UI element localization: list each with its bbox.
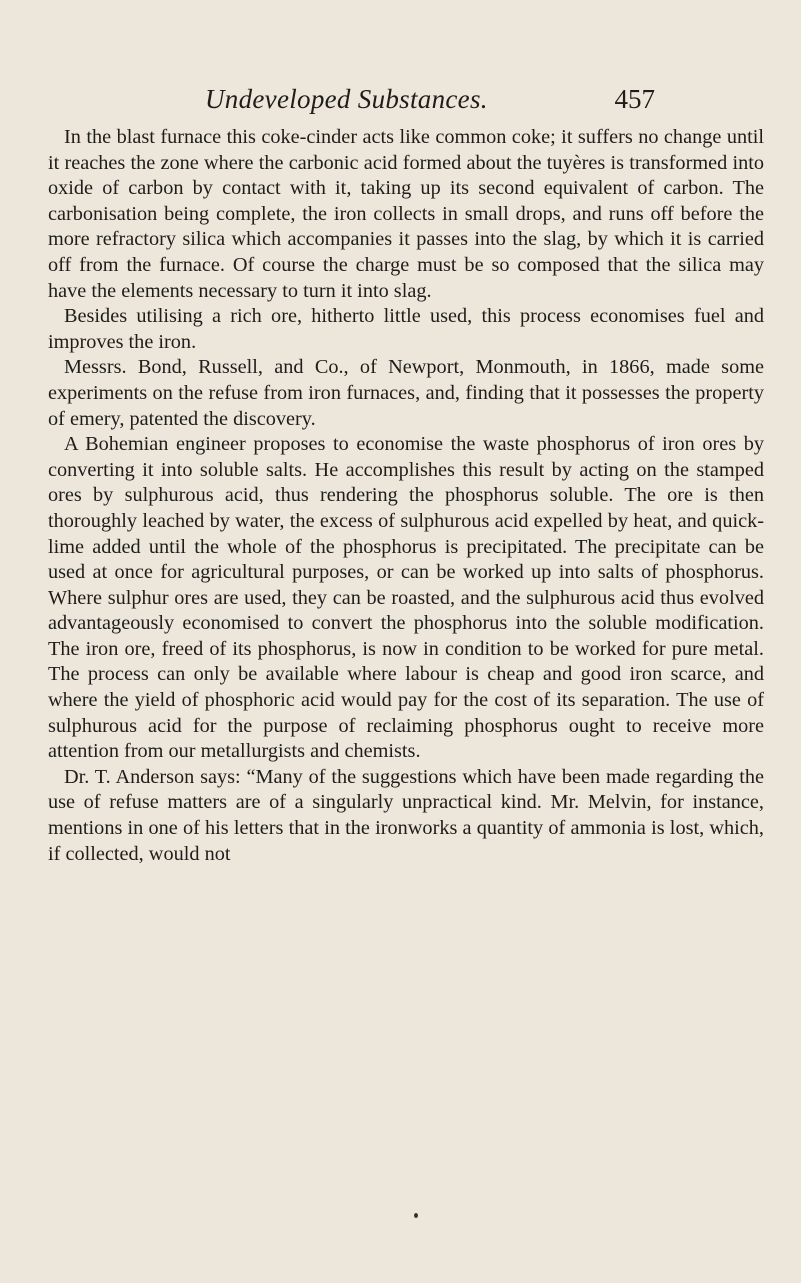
paragraph-blast-furnace: In the blast furnace this coke-cinder acts like common coke; it suffers no change until it reaches the zone where the carbonic acid formed about the tuyères is transformed into oxide of carbon by contact with it, taking up its second equivalent of carbon. The carbonisation being complete, the iron collects in small drops, and runs off before the more refractory silica which accompanies it passes into the slag, by which it is carried off from the furnace. Of course the charge must be so composed that the silica may have the elements necessary to turn it into slag. <box>48 126 764 302</box>
paragraph-rich-ore: Besides utilising a rich ore, hitherto little used, this process economises fuel and improves the iron. <box>48 305 764 353</box>
paragraph-anderson-quote: Dr. T. Anderson says: “Many of the suggestions which have been made regarding the use of refuse matters are of a singularly unpractical kind. Mr. Melvin, for instance, mentions in one of his letters that in the ironworks a quantity of ammonia is lost, which, if collected, would not <box>48 765 764 865</box>
footer-mark <box>414 1213 418 1218</box>
running-title: Undeveloped Substances. <box>205 84 488 114</box>
running-head <box>205 84 655 120</box>
paragraph-bohemian-engineer: A Bohemian engineer proposes to economise the waste phosphorus of iron ores by converting it into soluble salts. He accomplishes this result by acting on the stamped ores by sulphurous acid, thus rendering the phosphorus soluble. The ore is then thoroughly leached by water, the excess of sulphurous acid expelled by heat, and quick-lime added until the whole of the phosphorus is precipitated. The precipitate can be used at once for agricultural purposes, or can be worked up into salts of phosphorus. Where sulphur ores are used, they can be roasted, and the sulphurous acid thus evolved advantageously economised to convert the phosphorus into the soluble modification. The iron ore, freed of its phosphorus, is now in condition to be worked for pure metal. The process can only be available where labour is cheap and good iron scarce, and where the yield of phosphoric acid would pay for the cost of its separation. The use of sulphurous acid for the purpose of reclaiming phosphorus ought to receive more attention from our metallurgists and chemists. <box>48 433 764 763</box>
paragraph-bond-russell: Messrs. Bond, Russell, and Co., of Newport, Monmouth, in 1866, made some experiments on the refuse from iron furnaces, and, finding that it possesses the property of emery, patented the discovery. <box>48 356 764 430</box>
page-number: 457 <box>614 84 655 114</box>
body-text <box>48 125 764 867</box>
